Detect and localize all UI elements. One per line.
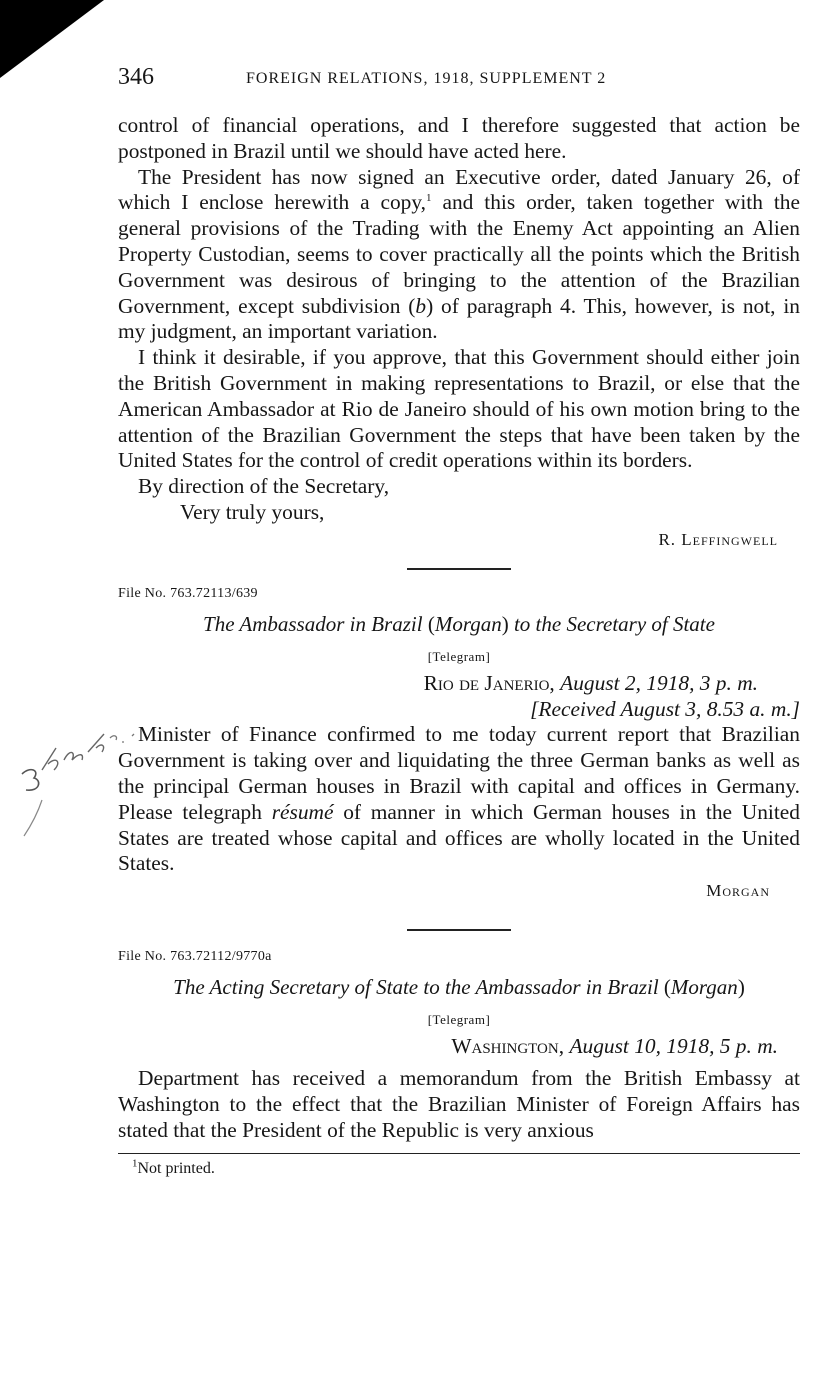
document-title: The Ambassador in Brazil (Morgan) to the Secretary of State: [203, 611, 715, 636]
letter-paragraph: control of financial operations, and I therefore suggested that action be postponed in Brazil until we should have acted here.: [118, 113, 800, 163]
footnote: $^1$Not printed.: [132, 1157, 215, 1178]
section-divider: [407, 929, 511, 931]
file-number: File No. 763.72112/9770a: [118, 949, 272, 965]
scan-corner-shadow: [0, 0, 104, 78]
file-number: File No. 763.72113/639: [118, 585, 258, 601]
telegram-body: Department has received a memorandum from the British Embassy at Washington to the effect that the Brazilian Minister of Foreign Affairs has stated that the President of the Republic is very anxious: [118, 1065, 800, 1142]
running-head: [118, 60, 800, 100]
dateline: Washington, August 10, 1918, 5 p. m.: [451, 1034, 778, 1059]
page-number: 346: [118, 64, 154, 90]
footnote-ref: 1: [426, 192, 432, 205]
letter-paragraph: I think it desirable, if you approve, that this Government should either join the British Government in making representations to Brazil, or else that the American Ambassador at Rio de Janeiro should of his own motion bring to the attention of the Brazilian Government the steps that have been taken by the United States for the control of credit operations within its borders.: [118, 345, 800, 473]
telegram-label: [Telegram]: [427, 1012, 491, 1028]
closing-line: By direction of the Secretary,: [138, 474, 390, 499]
telegram-label: [Telegram]: [427, 648, 491, 664]
dateline: Rio de Janerio, August 2, 1918, 3 p. m.: [423, 670, 758, 695]
telegram-signature: Morgan: [706, 881, 770, 901]
received-line: [Received August 3, 8.53 a. m.]: [530, 696, 800, 721]
telegram-body: Minister of Finance confirmed to me today current report that Brazilian Government is taking over and liquidating the three German banks as well as the principal German houses in Brazil with capital and offices in Germany. Please telegraph résumé of manner in which German houses in the United States are treated whose capital and offices are wholly located in the United States.: [118, 722, 800, 876]
page: [118, 60, 800, 1178]
letter-paragraph: The President has now signed an Executive order, dated January 26, of which I enclose herewith a copy,$^1$ and this order, taken together with the general provisions of the Trading with the Enemy Act appointing an Alien Property Custodian, seems to cover practically all the points which the British Government was desirous of bringing to the attention of the Brazilian Government, except subdivision (b) of paragraph 4. This, however, is not, in my judgment, an important variation.: [118, 164, 800, 344]
closing-line: Very truly yours,: [180, 499, 325, 524]
document-title: The Acting Secretary of State to the Ambassador in Brazil (Morgan): [173, 975, 745, 1000]
running-head-title: FOREIGN RELATIONS, 1918, SUPPLEMENT 2: [246, 70, 607, 87]
section-divider: [407, 568, 511, 570]
footnote-divider: [118, 1153, 800, 1154]
letter-signature: R. Leffingwell: [658, 529, 778, 549]
